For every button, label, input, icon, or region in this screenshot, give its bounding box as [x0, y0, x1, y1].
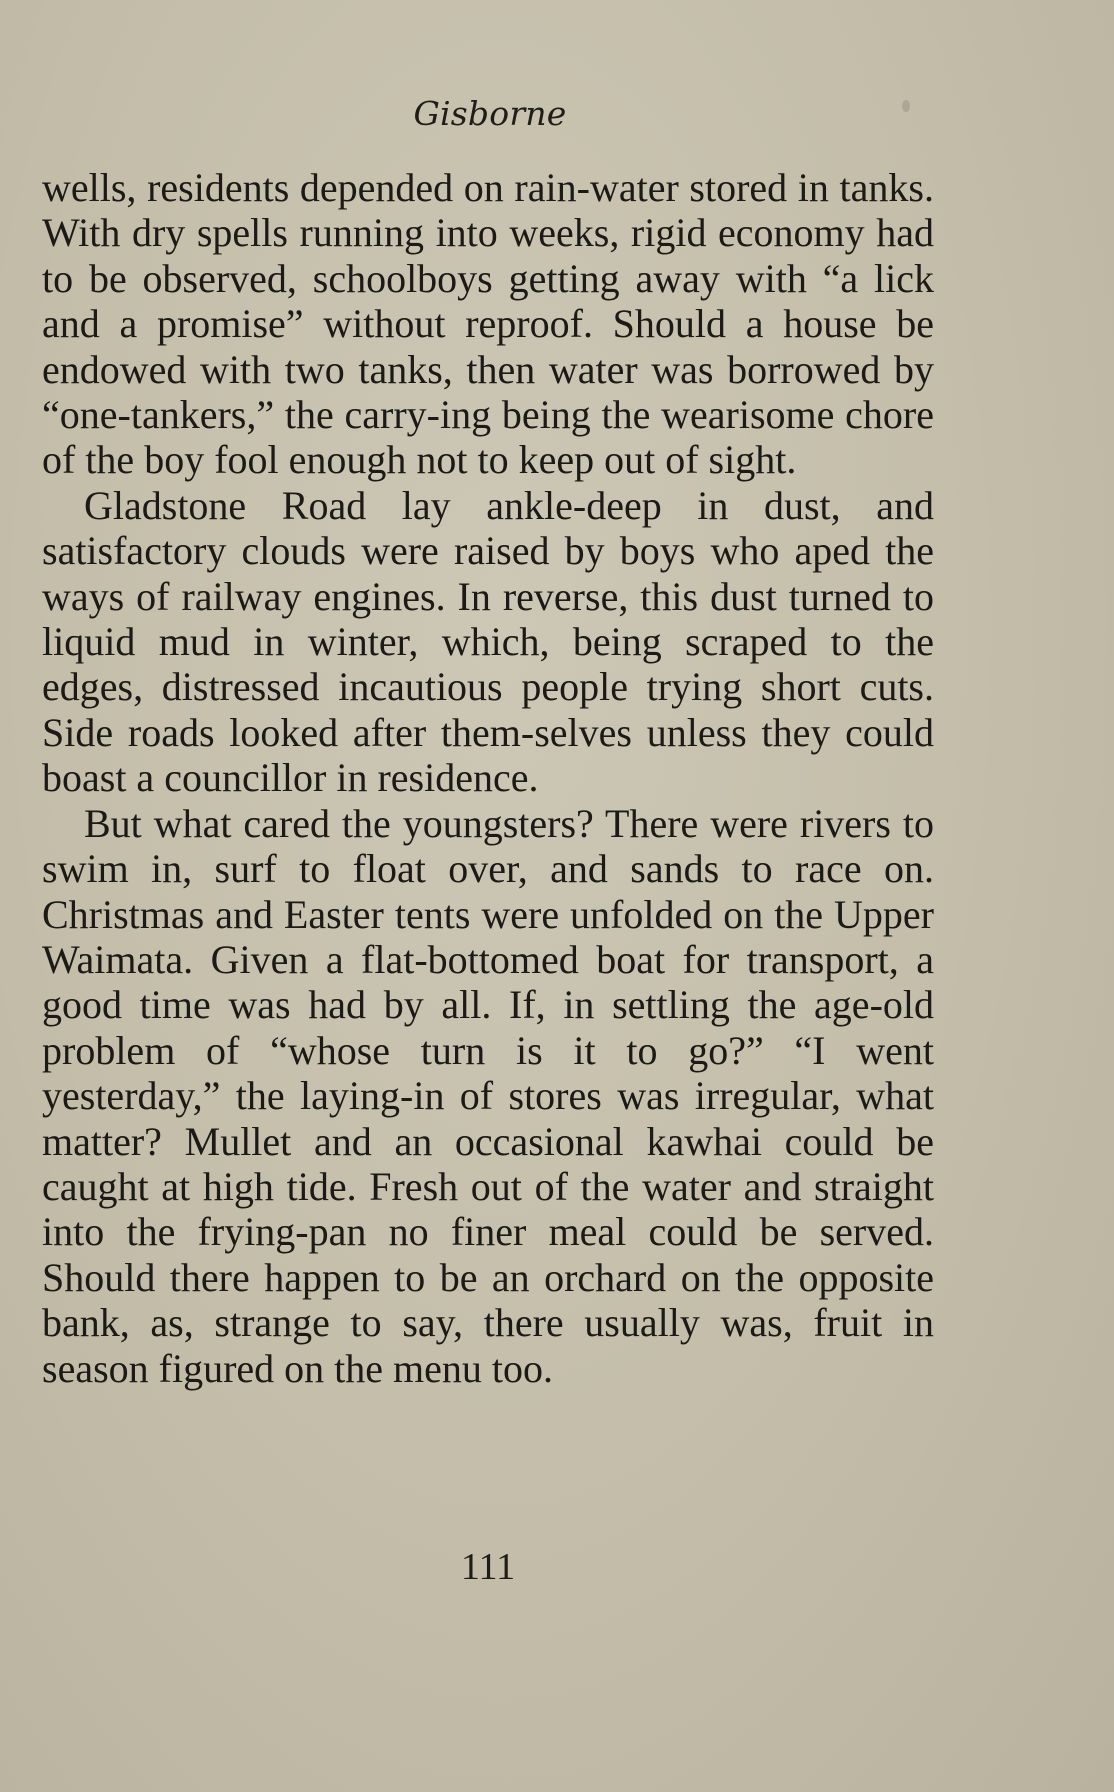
paragraph-1: wells, residents depended on rain-water stored in tanks. With dry spells running into weeks, rigid economy had to be observed, schoolboys getting away with “a lick and a promise” without reproof. Should a house be endowed with two tanks, then water was borrowed by “one-tankers,” the carry-ing being the wearisome chore of the boy fool enough not to keep out of sight.	[42, 165, 934, 483]
page-number: 111	[460, 1546, 516, 1588]
running-head: Gisborne	[413, 94, 567, 133]
body-text	[42, 165, 934, 1391]
paragraph-3: But what cared the youngsters? There were rivers to swim in, surf to float over, and sands to race on. Christmas and Easter tents were unfolded on the Upper Waimata. Given a flat-bottomed boat for transport, a good time was had by all. If, in settling the age-old problem of “whose turn is it to go?” “I went yesterday,” the laying-in of stores was irregular, what matter? Mullet and an occasional kawhai could be caught at high tide. Fresh out of the water and straight into the frying-pan no finer meal could be served. Should there happen to be an orchard on the opposite bank, as, strange to say, there usually was, fruit in season figured on the menu too.	[42, 800, 934, 1391]
paragraph-2: Gladstone Road lay ankle-deep in dust, and satisfactory clouds were raised by boys who aped the ways of railway engines. In reverse, this dust turned to liquid mud in winter, which, being scraped to the edges, distressed incautious people trying short cuts. Side roads looked after them-selves unless they could boast a councillor in residence.	[42, 482, 934, 801]
